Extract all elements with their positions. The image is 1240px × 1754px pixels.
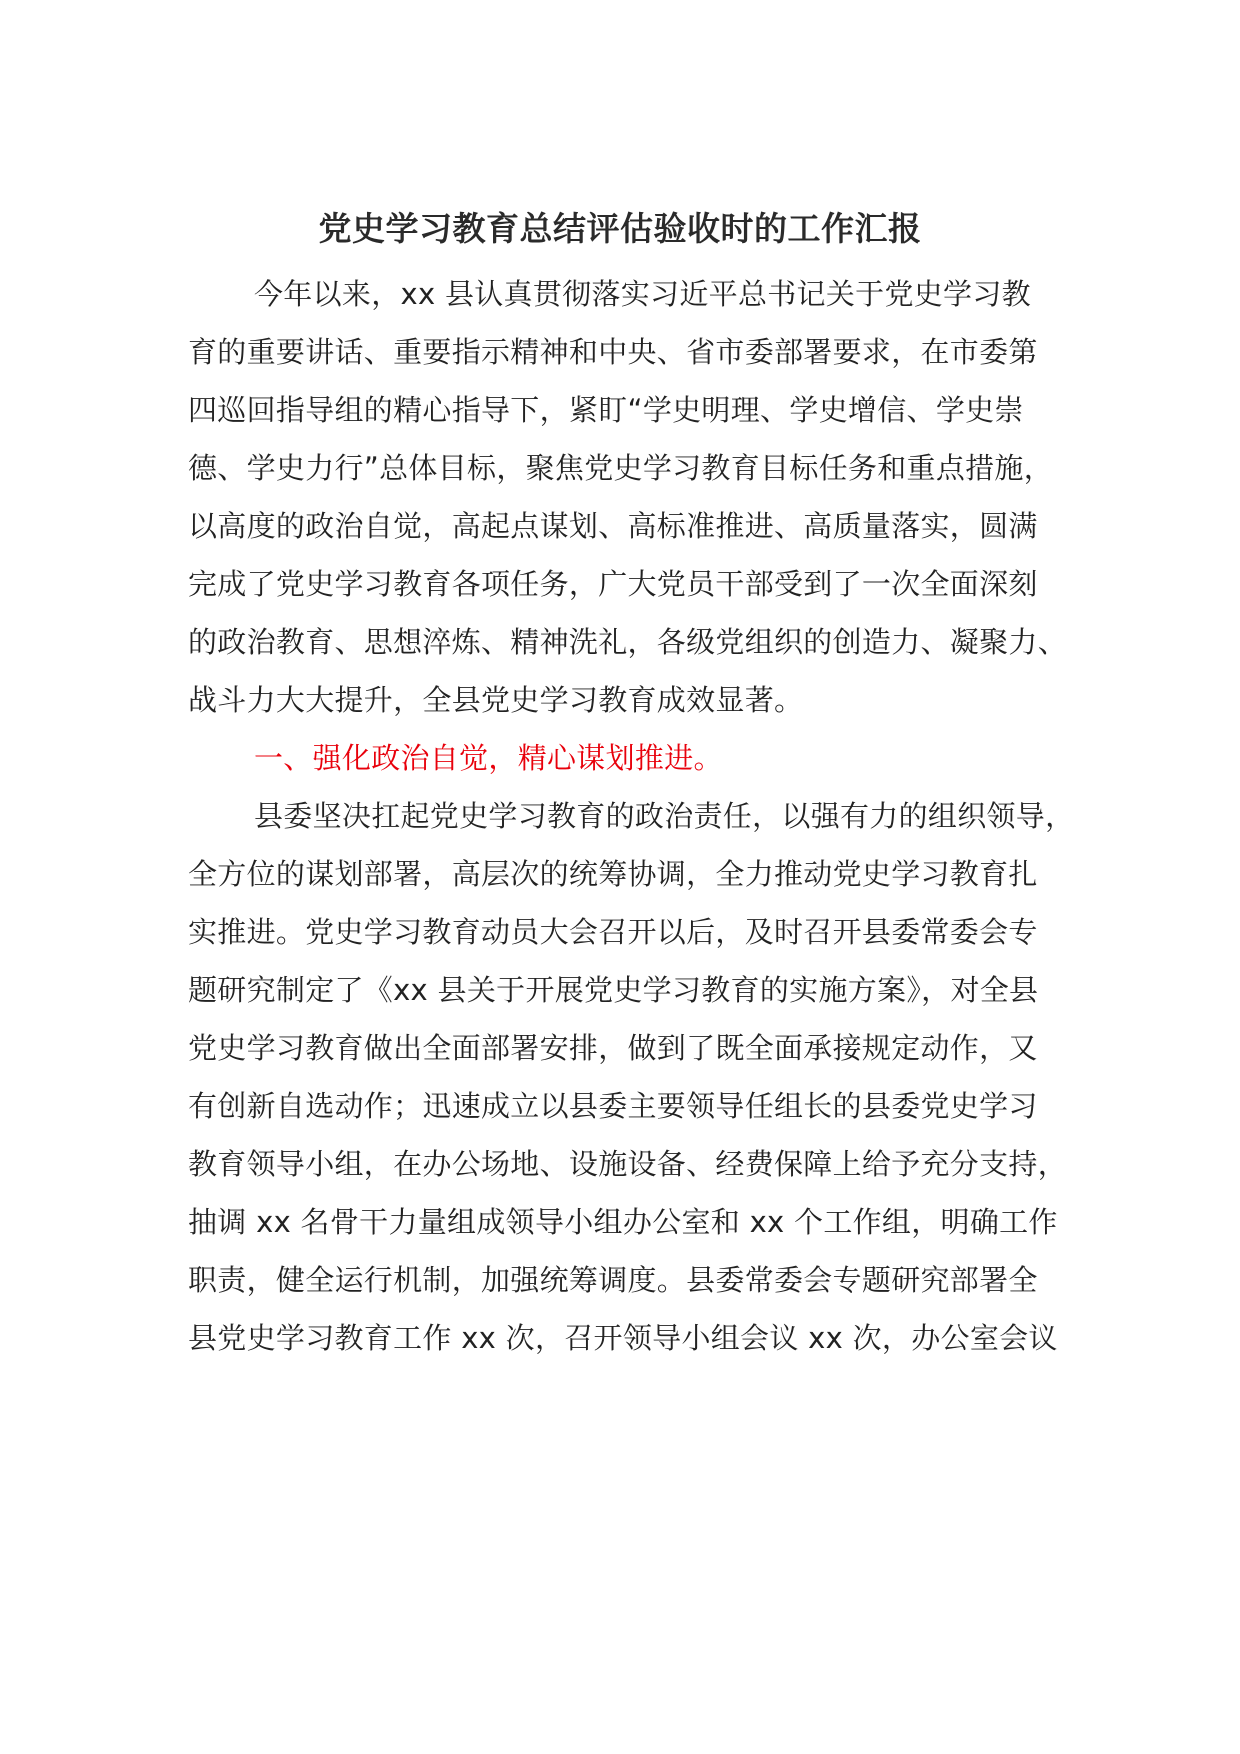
paragraph-line: 育的重要讲话、重要指示精神和中央、省市委部署要求，在市委第 bbox=[188, 335, 1038, 369]
paragraph-line: 四巡回指导组的精心指导下，紧盯“学史明理、学史增信、学史崇 bbox=[188, 393, 1024, 427]
paragraph-line: 题研究制定了《xx 县关于开展党史学习教育的实施方案》，对全县 bbox=[188, 973, 1039, 1007]
paragraph-line: 抽调 xx 名骨干力量组成领导小组办公室和 xx 个工作组，明确工作 bbox=[188, 1205, 1058, 1239]
paragraph-line: 今年以来，xx 县认真贯彻落实习近平总书记关于党史学习教 bbox=[254, 277, 1031, 311]
paragraph-line: 以高度的政治自觉，高起点谋划、高标准推进、高质量落实，圆满 bbox=[188, 509, 1038, 543]
paragraph-line: 教育领导小组，在办公场地、设施设备、经费保障上给予充分支持， bbox=[188, 1147, 1068, 1181]
paragraph-line: 县党史学习教育工作 xx 次，召开领导小组会议 xx 次，办公室会议 bbox=[188, 1321, 1058, 1355]
paragraph-line: 全方位的谋划部署，高层次的统筹协调，全力推动党史学习教育扎 bbox=[188, 857, 1038, 891]
paragraph-line: 职责，健全运行机制，加强统筹调度。县委常委会专题研究部署全 bbox=[188, 1263, 1038, 1297]
paragraph-line: 德、学史力行”总体目标，聚焦党史学习教育目标任务和重点措施， bbox=[188, 451, 1054, 485]
paragraph-line: 有创新自选动作；迅速成立以县委主要领导任组长的县委党史学习 bbox=[188, 1089, 1038, 1123]
paragraph-line: 的政治教育、思想淬炼、精神洗礼，各级党组织的创造力、凝聚力、 bbox=[188, 625, 1068, 659]
document-title: 党史学习教育总结评估验收时的工作汇报 bbox=[318, 209, 922, 248]
paragraph-line: 完成了党史学习教育各项任务，广大党员干部受到了一次全面深刻 bbox=[188, 567, 1038, 601]
paragraph-line: 县委坚决扛起党史学习教育的政治责任，以强有力的组织领导， bbox=[254, 799, 1075, 833]
paragraph-line: 战斗力大大提升，全县党史学习教育成效显著。 bbox=[188, 683, 804, 717]
section-heading: 一、强化政治自觉，精心谋划推进。 bbox=[254, 741, 723, 775]
paragraph-line: 党史学习教育做出全面部署安排，做到了既全面承接规定动作，又 bbox=[188, 1031, 1038, 1065]
paragraph-line: 实推进。党史学习教育动员大会召开以后，及时召开县委常委会专 bbox=[188, 915, 1038, 949]
